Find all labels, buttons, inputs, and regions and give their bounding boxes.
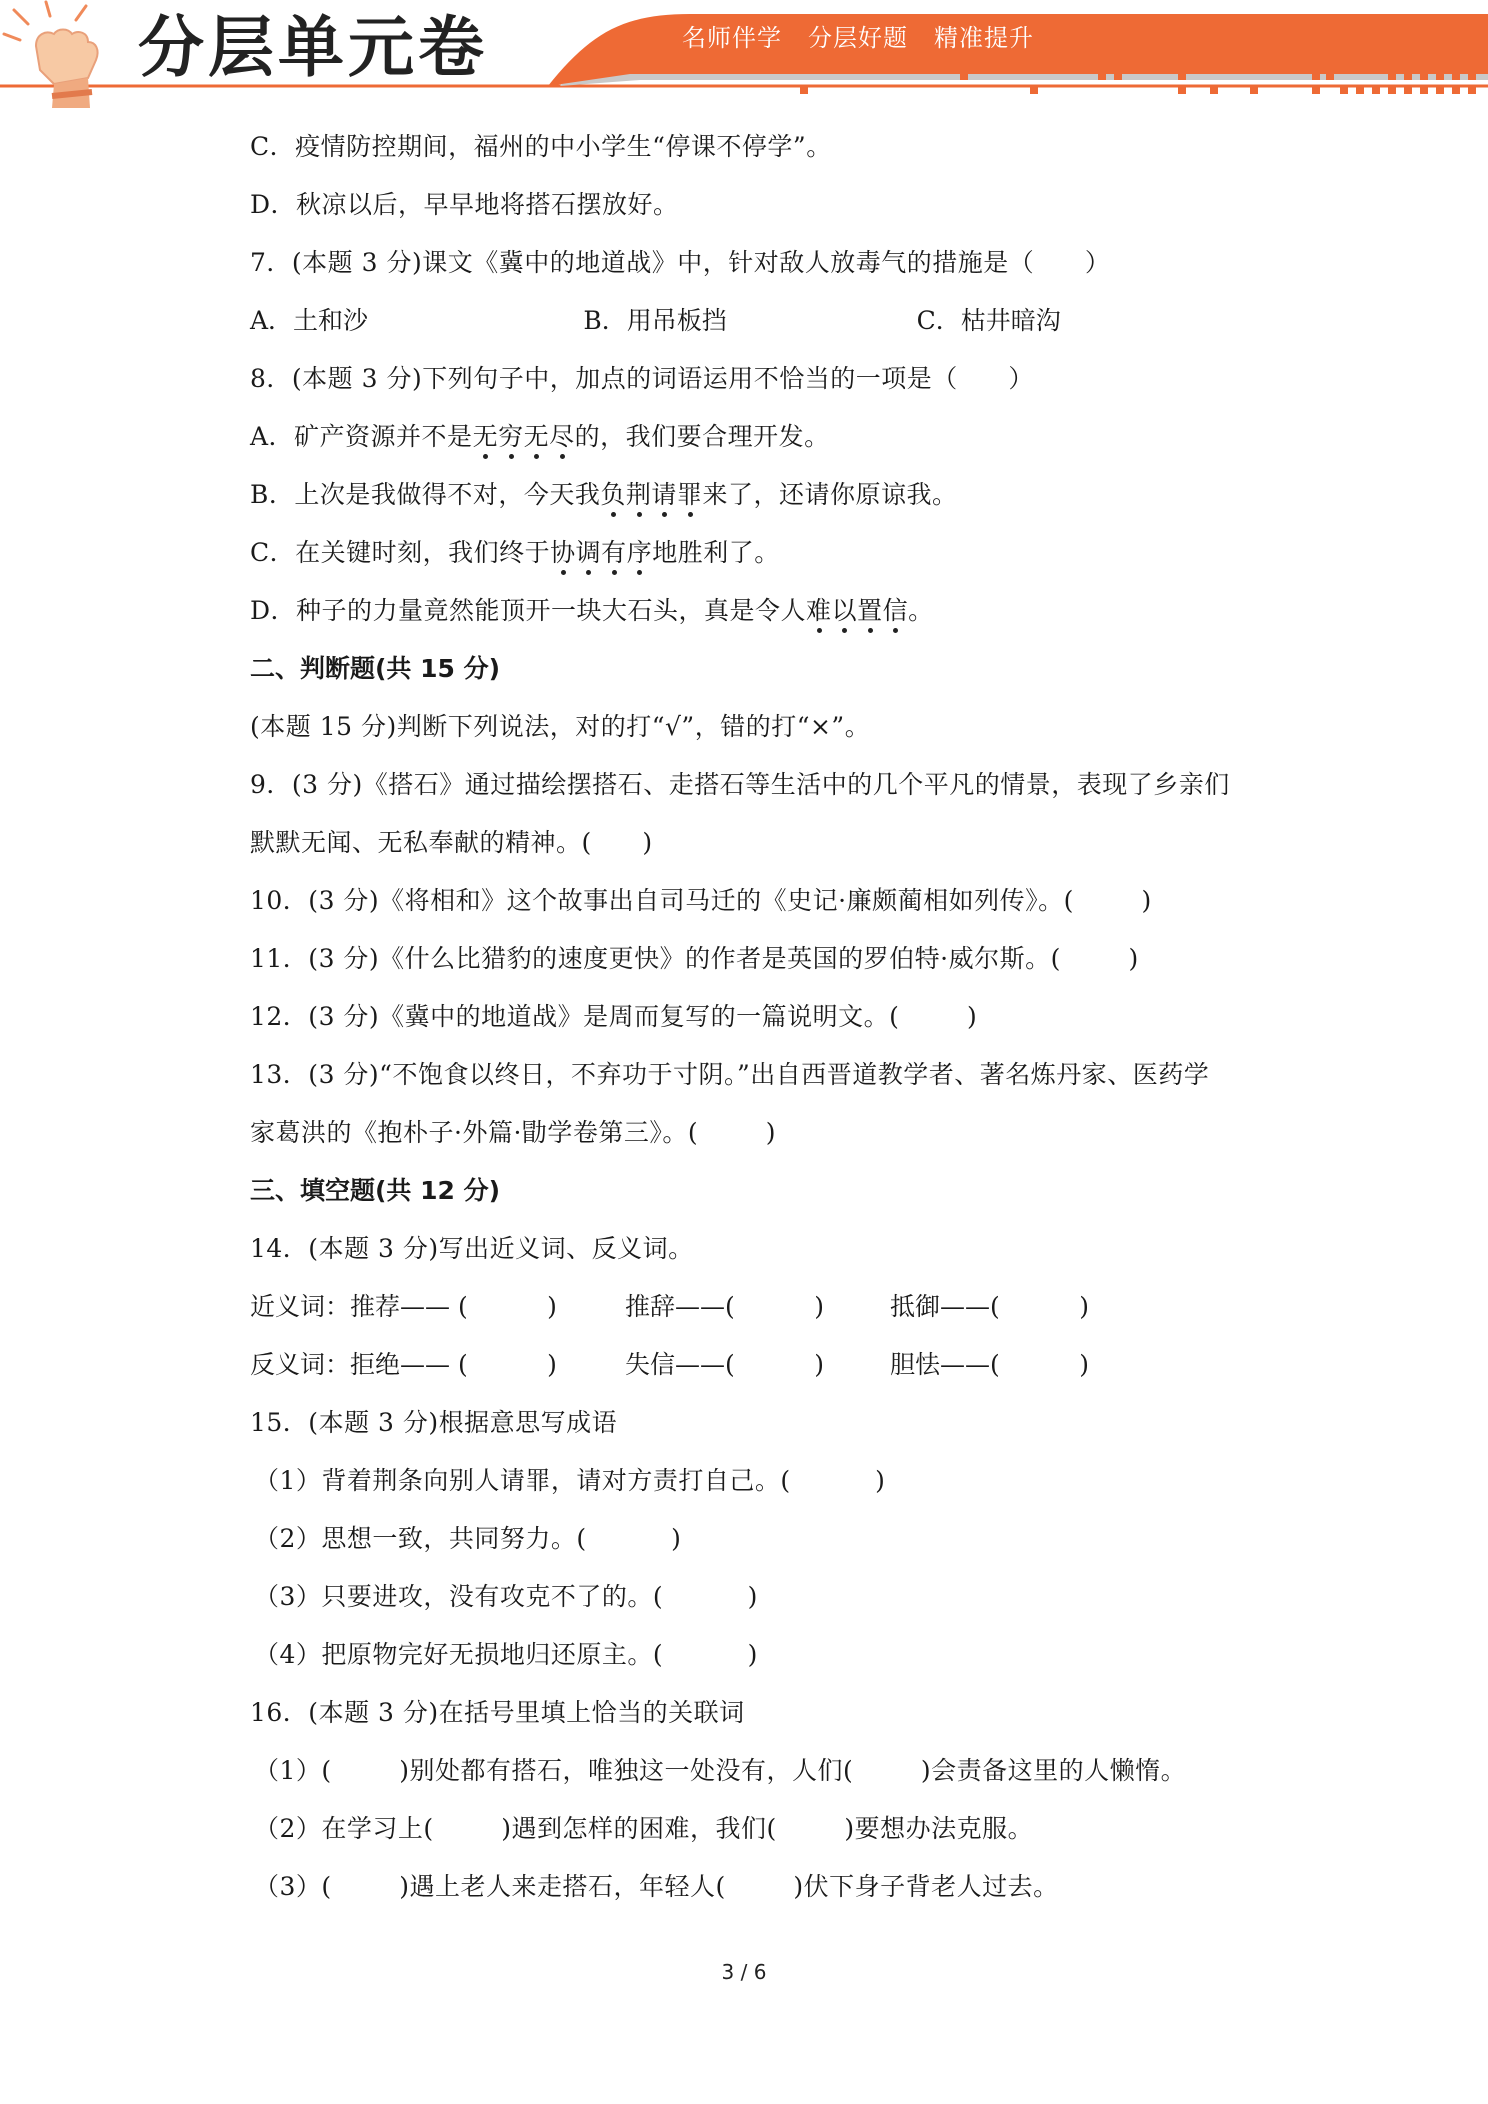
section-heading-fill-blank: 三、填空题(共 12 分) (250, 1176, 501, 1205)
antonym-item: 胆怯——( ) (890, 1350, 1089, 1379)
question-16-2: （2）在学习上( )遇到怎样的困难，我们( )要想办法克服。 (254, 1814, 1034, 1843)
synonym-item: 抵御——( ) (890, 1292, 1089, 1321)
question-11: 11．(3 分)《什么比猎豹的速度更快》的作者是英国的罗伯特·威尔斯。( ) (250, 944, 1139, 973)
option-b: B．用吊板挡 (583, 306, 727, 335)
option-text: 。 (908, 596, 934, 625)
q8-option-d (250, 582, 1250, 640)
dotted-char: 无 (523, 422, 550, 451)
dotted-char: 尽 (549, 422, 575, 451)
question-8: 8．(本题 3 分)下列句子中，加点的词语运用不恰当的一项是（ ） (250, 364, 1034, 393)
dotted-char: 负 (600, 480, 626, 509)
antonym-row (250, 1336, 1250, 1394)
dotted-char: 序 (626, 538, 653, 567)
dotted-char: 有 (601, 538, 627, 567)
antonym-item: 反义词：拒绝—— ( ) (250, 1350, 557, 1379)
slogan-item: 精准提升 (934, 24, 1034, 52)
option-c-prev: C．疫情防控期间，福州的中小学生“停课不停学”。 (250, 132, 832, 161)
synonym-item: 近义词：推荐—— ( ) (250, 1292, 557, 1321)
question-16-1: （1）( )别处都有搭石，唯独这一处没有，人们( )会责备这里的人懒惰。 (254, 1756, 1187, 1785)
raised-fist-icon (0, 0, 120, 108)
option-text: 的，我们要合理开发。 (574, 422, 830, 451)
question-10: 10．(3 分)《将相和》这个故事出自司马迁的《史记·廉颇蔺相如列传》。( ) (250, 886, 1152, 915)
header-slogan (682, 18, 1060, 58)
question-13-line1: 13．(3 分)“不饱食以终日，不弃功于寸阴。”出自西晋道教学者、著名炼丹家、医药学 (250, 1060, 1210, 1089)
dotted-char: 信 (882, 596, 909, 625)
option-d-prev: D．秋凉以后，早早地将搭石摆放好。 (250, 190, 679, 219)
option-a: A．土和沙 (250, 306, 369, 335)
question-15-2: （2）思想一致，共同努力。( ) (254, 1524, 682, 1553)
option-text: D．种子的力量竟然能顶开一块大石头，真是令人 (250, 596, 807, 625)
dotted-char: 无 (472, 422, 499, 451)
question-9-line2: 默默无闻、无私奉献的精神。( ) (250, 828, 653, 857)
slogan-item: 名师伴学 (682, 24, 782, 52)
page-header (0, 0, 1488, 112)
dotted-char: 请 (651, 480, 677, 509)
antonym-item: 失信——( ) (625, 1350, 824, 1379)
slogan-item: 分层好题 (808, 24, 908, 52)
synonym-row (250, 1278, 1250, 1336)
q8-option-a (250, 408, 1250, 466)
option-text: 来了，还请你原谅我。 (702, 480, 958, 509)
dotted-char: 协 (550, 538, 576, 567)
exam-content (250, 118, 1250, 1916)
dotted-char: 以 (831, 596, 858, 625)
option-c: C．枯井暗沟 (916, 306, 1061, 335)
option-text: A．矿产资源并不是 (250, 422, 473, 451)
section-heading-judgement: 二、判断题(共 15 分) (250, 654, 501, 683)
question-15-1: （1）背着荆条向别人请罪，请对方责打自己。( ) (254, 1466, 886, 1495)
dotted-char: 置 (857, 596, 883, 625)
option-text: B．上次是我做得不对，今天我 (250, 480, 601, 509)
question-15: 15．(本题 3 分)根据意思写成语 (250, 1408, 618, 1437)
dotted-char: 难 (806, 596, 832, 625)
synonym-item: 推辞——( ) (625, 1292, 824, 1321)
page-number: 3 / 6 (721, 1960, 767, 1984)
question-15-4: （4）把原物完好无损地归还原主。( ) (254, 1640, 758, 1669)
question-9-line1: 9．(3 分)《搭石》通过描绘摆搭石、走搭石等生活中的几个平凡的情景，表现了乡亲们 (250, 770, 1230, 799)
question-15-3: （3）只要进攻，没有攻克不了的。( ) (254, 1582, 758, 1611)
brand-title: 分层单元卷 (138, 9, 488, 86)
question-12: 12．(3 分)《冀中的地道战》是周而复写的一篇说明文。( ) (250, 1002, 978, 1031)
question-7: 7．(本题 3 分)课文《冀中的地道战》中，针对敌人放毒气的措施是（ ） (250, 248, 1111, 277)
option-text: C．在关键时刻，我们终于 (250, 538, 551, 567)
q8-option-c (250, 524, 1250, 582)
section-intro: (本题 15 分)判断下列说法，对的打“√”，错的打“×”。 (250, 712, 871, 741)
dotted-char: 调 (575, 538, 602, 567)
question-16: 16．(本题 3 分)在括号里填上恰当的关联词 (250, 1698, 745, 1727)
dotted-char: 荆 (625, 480, 652, 509)
question-7-options (250, 292, 1250, 350)
question-13-line2: 家葛洪的《抱朴子·外篇·勖学卷第三》。( ) (250, 1118, 776, 1147)
question-16-3: （3）( )遇上老人来走搭石，年轻人( )伏下身子背老人过去。 (254, 1872, 1059, 1901)
dotted-char: 罪 (676, 480, 703, 509)
q8-option-b (250, 466, 1250, 524)
dotted-char: 穷 (498, 422, 524, 451)
question-14: 14．(本题 3 分)写出近义词、反义词。 (250, 1234, 694, 1263)
option-text: 地胜利了。 (652, 538, 780, 567)
